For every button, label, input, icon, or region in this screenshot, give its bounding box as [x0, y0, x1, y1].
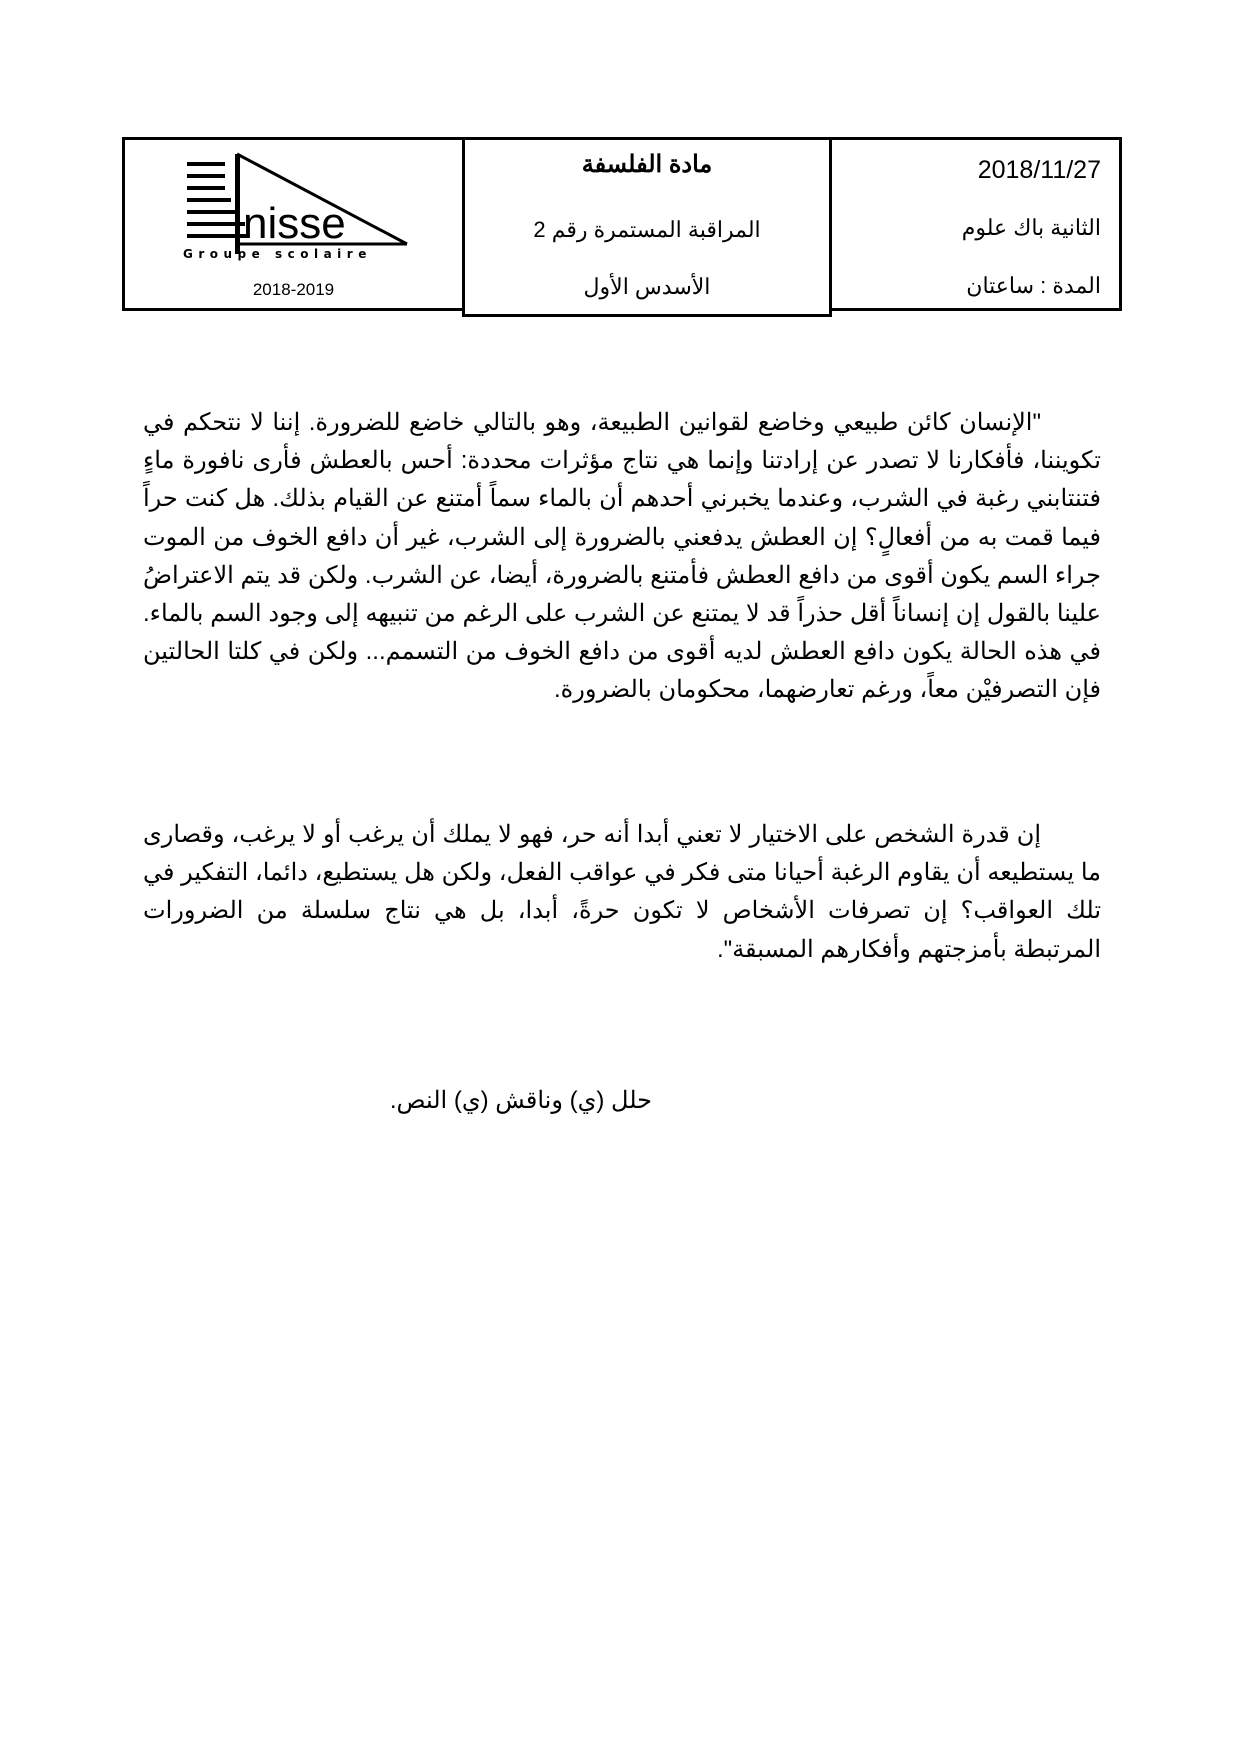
exam-date: 2018/11/27	[977, 156, 1101, 184]
exam-duration: المدة : ساعتان	[966, 273, 1101, 298]
subject-cell	[462, 137, 832, 317]
school-logo	[177, 150, 427, 270]
text-paragraph-2: إن قدرة الشخص على الاختيار لا تعني أبدا أنه حر، فهو لا يملك أن يرغب أو لا يرغب، وقصارى ما يستطيعه أن يقاوم الرغبة أحيانا متى فكر في عواقب الفعل، ولكن هل يستطيع، دائما، التفكير في تلك العواقب؟ إن تصرفات الأشخاص لا تكون حرةً، أبدا، بل هي نتاج سلسلة من الضرورات المرتبطة بأمزجتهم وأفكارهم المسبقة".	[143, 821, 1101, 963]
subject-title: مادة الفلسفة	[581, 151, 713, 178]
logo-cell	[122, 137, 465, 311]
text-paragraph-1: "الإنسان كائن طبيعي وخاضع لقوانين الطبيعة، وهو بالتالي خاضع للضرورة. إننا لا نتحكم في تكويننا، فأفكارنا لا تصدر عن إرادتنا وإنما هي نتاج مؤثرات محددة: أحس بالعطش فأرى نافورة ماءٍ فتنتابني رغبة في الشرب، وعندما يخبرني أحدهم أن بالماء سماً أمتنع عن القيام بذلك. هل كنت حراً فيما قمت به من أفعالٍ؟ إن العطش يدفعني بالضرورة إلى الشرب، غير أن دافع الخوف من الموت جراء السم يكون أقوى من دافع العطش فأمتنع بالضرورة، أيضا، عن الشرب. ولكن قد يتم الاعتراضُ علينا بالقول إن إنساناً أقل حذراً قد لا يمتنع عن الشرب على الرغم من تنبيهه إلى وجود السم بالماء. في هذه الحالة يكون دافع العطش لديه أقوى من دافع الخوف من التسمم... ولكن في كلتا الحالتين فإن التصرفيْن معاً، ورغم تعارضهما، محكومان بالضرورة.	[143, 409, 1101, 704]
exam-header	[122, 137, 1122, 317]
exam-question: حلل (ي) وناقش (ي) النص.	[389, 1087, 652, 1114]
school-year: 2018-2019	[252, 280, 335, 299]
info-cell	[829, 137, 1122, 311]
logo-brand-text: nisse	[243, 199, 346, 248]
exam-number: المراقبة المستمرة رقم 2	[533, 217, 761, 242]
logo-tagline-text: Groupe scolaire	[183, 247, 372, 261]
class-level: الثانية باك علوم	[961, 215, 1101, 240]
semester: الأسدس الأول	[583, 274, 711, 299]
